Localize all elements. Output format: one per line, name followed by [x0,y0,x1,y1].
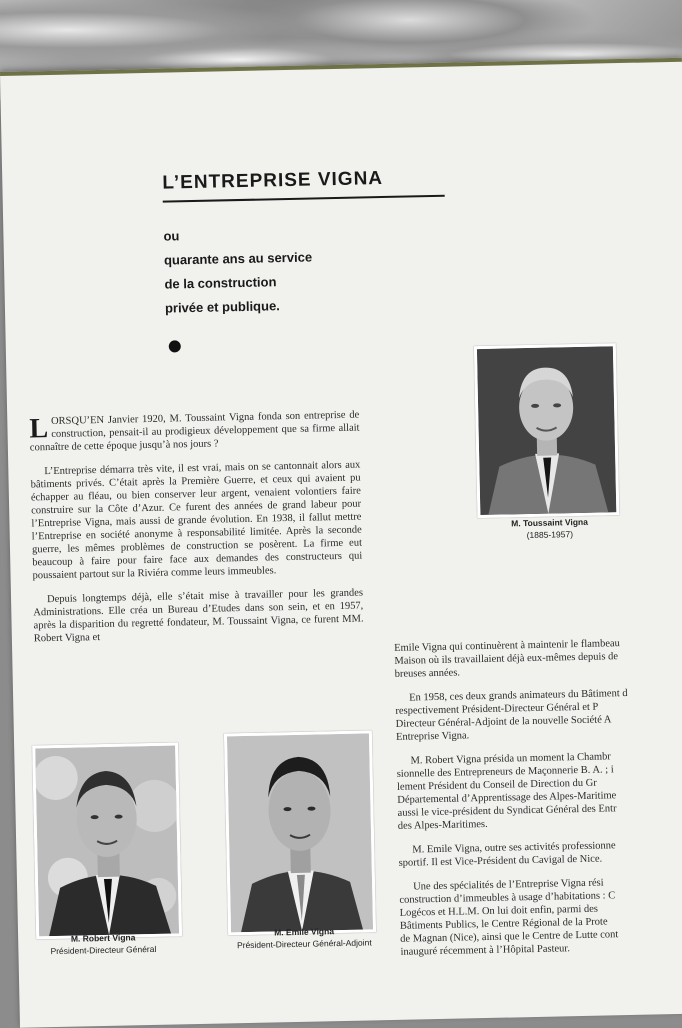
portrait-photo-robert [32,742,182,939]
text-line: M. Robert Vigna présida un moment la Chambr [410,751,611,767]
paragraph [394,636,682,681]
paragraph [399,875,682,959]
text-line: Maison où ils travaillaient déjà eux-mêmes depuis de [394,651,619,667]
text-line: Entreprise Vigna. [395,730,470,743]
article-title: L’ENTREPRISE VIGNA [162,167,445,203]
portrait-caption [479,515,619,542]
portrait-name: M. Emile Vigna [274,926,335,938]
right-text-column [394,636,682,970]
paragraph: Depuis longtemps déjà, elle s’était mise à travailler pour les grandes Administrations. Elle créa un Bureau d’Etudes dans son sein, et en 1957, après la disparition du regretté fondateur, M. Toussaint Vigna, ce furent MM. Robert Vigna et [33,587,364,645]
text-line: de Magnan (Nice), ainsi que le Centre de Lutte cont [400,929,619,945]
portrait-image [477,346,616,515]
portrait-name: M. Toussaint Vigna [511,516,588,529]
portrait-caption [28,930,178,957]
portrait-photo-emile [224,730,376,935]
text-line: inauguré récemment à l’Hôpital Pasteur. [400,943,571,958]
text-line: Une des spécialités de l’Entreprise Vigna rési [413,877,604,893]
article-subtitle [163,222,313,321]
paragraph [395,686,682,744]
bullet-dot [169,340,181,352]
paragraph [398,838,682,870]
subtitle-line: privée et publique. [164,298,280,316]
text-line: respectivement Président-Directeur Général et P [395,701,599,717]
portrait-role: (1885-1957) [526,529,574,541]
subtitle-line: de la construction [164,274,277,292]
text-line: sportif. Il est Vice-Président du Cavigal de Nice. [398,853,603,869]
portrait-role: Président-Directeur Général-Adjoint [236,937,372,951]
portrait-photo-toussaint [474,343,620,518]
portrait-image [227,733,373,932]
text-line: Bâtiments Publics, le Centre Régional de la Prote [399,916,608,932]
text-line: breuses années. [394,667,461,680]
portrait-role: Président-Directeur Général [50,943,157,957]
left-text-column [29,409,364,657]
text-line: lement Président du Conseil de Direction du Gr [396,777,597,793]
paragraph [396,749,682,833]
drop-cap: L [29,413,49,445]
text-line: Départemental d’Apprentissage des Alpes-Maritime [397,790,617,806]
text-line: construction d’immeubles à usage d’habitations : C [399,890,616,906]
subtitle-line: ou [163,228,180,244]
paragraph: L’Entreprise démarra très vite, il est vrai, mais on se cantonnait alors aux bâtiments privés. C’était après la Première Guerre, et ceux qui avaient pu échapper au fléau, ou bien conserver leur argent, venaient volontiers faire construire sur la Côte d’Azur. Ce furent des années de grand labeur pour l’Entreprise Vigna, mais aussi de grande évolution. En 1938, il fallut mettre l’Entreprise en société anonyme à responsabilité limitée. Après la seconde guerre, les mêmes problèmes de construction se posèrent. La firme eut beaucoup à faire pour faire face aux demandes des constructeurs qui poussaient partout sur la Riviéra comme leurs immeubles. [30,459,363,582]
text-line: En 1958, ces deux grands animateurs du Bâtiment d [409,687,628,704]
text-line: Directeur Général-Adjoint de la nouvelle Société A [395,714,612,730]
portrait-name: M. Robert Vigna [70,932,136,944]
text-line: des Alpes-Maritimes. [397,818,488,832]
paragraph [29,409,360,455]
subtitle-line: quarante ans au service [163,249,313,268]
text-line: sionnelle des Entrepreneurs de Maçonnerie B. A. ; i [396,764,614,780]
paragraph-text: ORSQU’EN Janvier 1920, M. Toussaint Vigna fonda son entreprise de construction, pensait-il au prodigieux développement que sa firme allait connaître de cette époque jusqu’à nos jours ? [29,409,360,454]
text-line: M. Emile Vigna, outre ses activités professionne [412,840,616,856]
text-line: aussi le vice-président du Syndicat Général des Entr [397,803,617,819]
text-line: Emile Vigna qui continuèrent à maintenir le flambeau [394,638,620,654]
magazine-page [0,58,682,1028]
text-line: Logécos et H.L.M. On lui doit enfin, parmi des [399,903,599,919]
portrait-caption [214,924,394,952]
portrait-image [35,745,179,936]
